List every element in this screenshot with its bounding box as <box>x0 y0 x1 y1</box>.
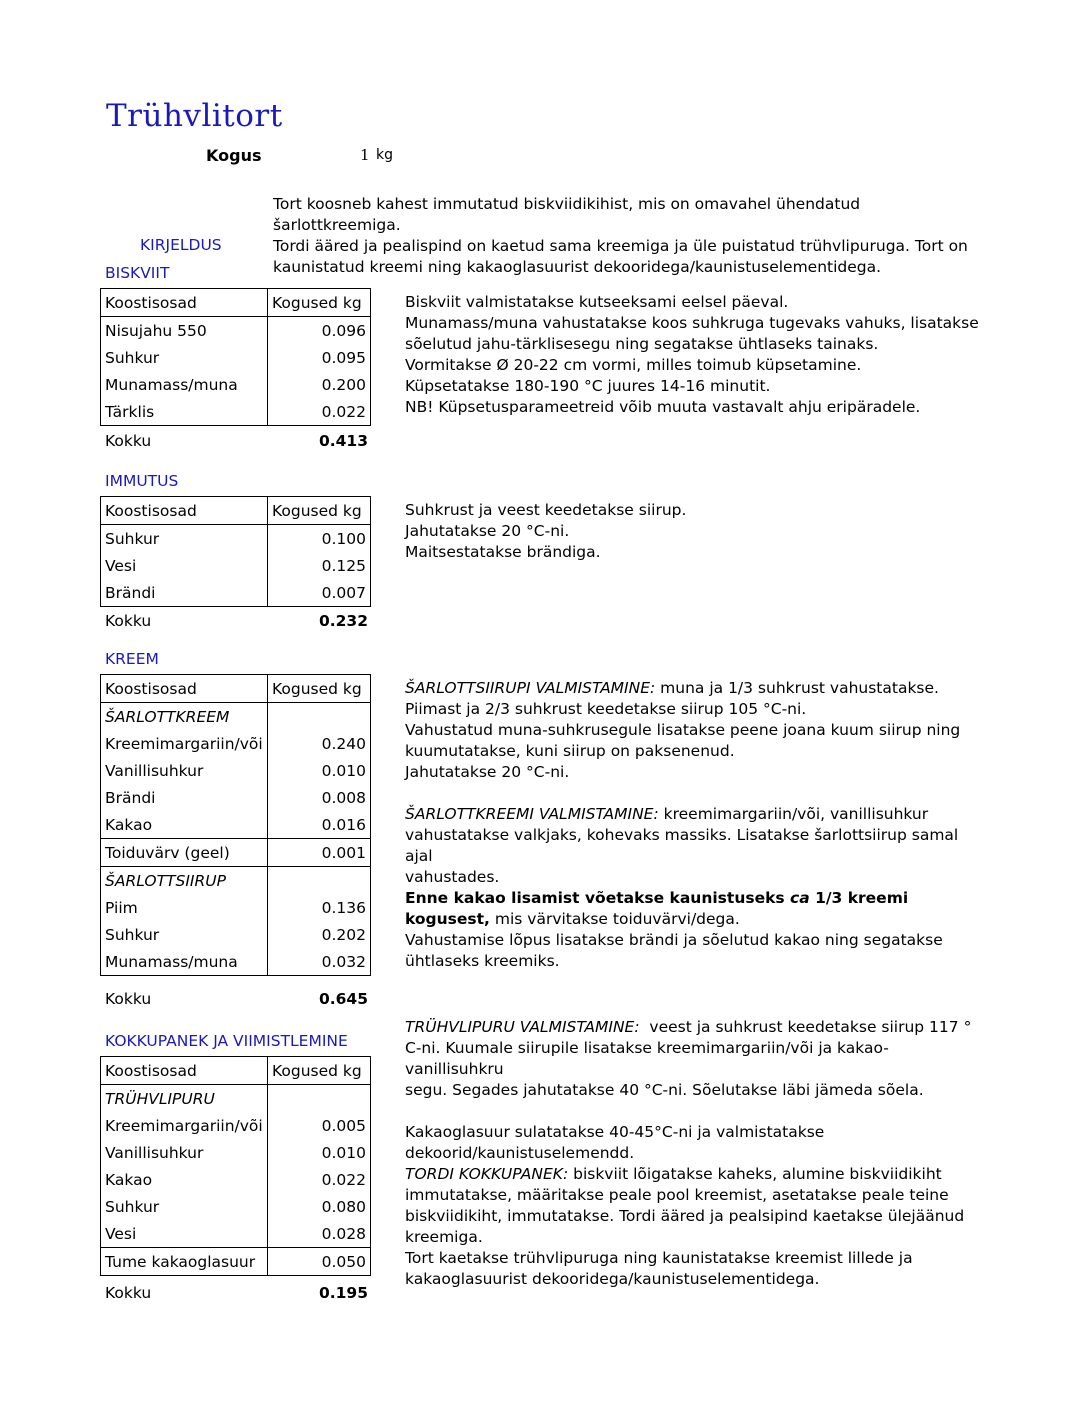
ingredient-name: Suhkur <box>101 921 268 948</box>
section-label-kreem: KREEM <box>105 650 159 668</box>
header-ingredients: Koostisosad <box>101 675 268 703</box>
total-label: Kokku <box>105 990 152 1008</box>
instruction-line: Piimast ja 2/3 suhkrust keedetakse siirup 105 °C-ni. <box>405 700 807 718</box>
header-quantity: Kogused kg <box>268 497 371 525</box>
ingredient-qty: 0.010 <box>268 1139 371 1166</box>
instructions-kreem <box>405 678 985 972</box>
instruction-line: vahustades. <box>405 868 500 886</box>
instruction-line: Biskviit valmistatakse kutseeksami eelsel päeval. <box>405 293 789 311</box>
description-line: Tort koosneb kahest immutatud biskviidikihist, mis on omavahel ühendatud šarlottkreemiga. <box>273 195 861 234</box>
instruction-line: Kakaoglasuur sulatatakse 40-45°C-ni ja valmistatakse <box>405 1123 825 1141</box>
instruction-line: Suhkrust ja veest keedetakse siirup. <box>405 501 687 519</box>
ingredient-qty: 0.080 <box>268 1193 371 1220</box>
ingredient-qty: 0.050 <box>268 1248 371 1276</box>
instruction-line: Küpsetatakse 180-190 °C juures 14-16 minutit. <box>405 377 771 395</box>
instruction-line: ühtlaseks kreemiks. <box>405 952 560 970</box>
table-row <box>101 344 371 371</box>
quantity-value: 1 <box>360 146 370 164</box>
ingredient-qty: 0.007 <box>268 579 371 607</box>
ingredient-name: Kakao <box>101 1166 268 1193</box>
total-value: 0.195 <box>318 1284 368 1302</box>
table-row <box>101 1193 371 1220</box>
ingredient-qty: 0.100 <box>268 525 371 553</box>
instruction-line: ŠARLOTTKREEMI VALMISTAMINE: kreemimargariin/või, vanillisuhkur <box>405 805 929 823</box>
ingredient-name: Suhkur <box>101 1193 268 1220</box>
table-row <box>101 839 371 867</box>
instruction-line: Jahutatakse 20 °C-ni. <box>405 522 570 540</box>
total-label: Kokku <box>105 432 152 450</box>
ingredient-name: Vesi <box>101 552 268 579</box>
ingredient-qty: 0.022 <box>268 1166 371 1193</box>
table-header-row <box>101 289 371 317</box>
quantity-unit: kg <box>376 147 393 163</box>
instruction-line: Vahustatud muna-suhkrusegule lisatakse peene joana kuum siirup ning <box>405 721 961 739</box>
total-value: 0.645 <box>318 990 368 1008</box>
ingredient-name: Tume kakaoglasuur <box>101 1248 268 1276</box>
instruction-line: dekoorid/kaunistuselemendd. <box>405 1144 635 1162</box>
ingredient-name: Kakao <box>101 811 268 839</box>
instruction-line: sõelutud jahu-tärklisesegu ning segatakse ühtlaseks tainaks. <box>405 335 879 353</box>
ingredient-qty: 0.010 <box>268 757 371 784</box>
table-header-row <box>101 1057 371 1085</box>
instruction-line: Jahutatakse 20 °C-ni. <box>405 763 570 781</box>
ingredient-qty: 0.032 <box>268 948 371 976</box>
section-label-immutus: IMMUTUS <box>105 472 179 490</box>
instruction-line: C-ni. Kuumale siirupile lisatakse kreemimargariin/või ja kakao-vanillisuhkru <box>405 1039 889 1078</box>
ingredient-qty: 0.202 <box>268 921 371 948</box>
step-heading: TRÜHVLIPURU VALMISTAMINE: <box>405 1018 640 1036</box>
ingredient-name: Kreemimargariin/või <box>101 1112 268 1139</box>
ingredient-name: Suhkur <box>101 344 268 371</box>
ingredient-name: Munamass/muna <box>101 371 268 398</box>
table-row <box>101 894 371 921</box>
instructions-biskviit <box>405 292 985 418</box>
ingredient-name: Vesi <box>101 1220 268 1248</box>
instruction-line: ŠARLOTTSIIRUPI VALMISTAMINE: muna ja 1/3 suhkrust vahustatakse. <box>405 679 939 697</box>
ingredient-table-immutus <box>100 496 371 607</box>
instruction-line: kreemiga. <box>405 1228 483 1246</box>
description-label: KIRJELDUS <box>140 236 222 254</box>
subgroup-label: TRÜHVLIPURU <box>101 1085 268 1113</box>
table-row <box>101 1220 371 1248</box>
page-title: Trühvlitort <box>106 98 283 134</box>
instruction-line: Maitsestatakse brändiga. <box>405 543 601 561</box>
instruction-line: segu. Segades jahutatakse 40 °C-ni. Sõelutakse läbi jämeda sõela. <box>405 1081 924 1099</box>
section-label-kokkupanek: KOKKUPANEK JA VIIMISTLEMINE <box>105 1032 348 1050</box>
ingredient-qty: 0.001 <box>268 839 371 867</box>
table-row <box>101 921 371 948</box>
instruction-line: biskviidikiht, immutatakse. Tordi ääred ja pealsipind kaetakse ülejäänud <box>405 1207 965 1225</box>
subgroup-row <box>101 703 371 731</box>
ingredient-name: Munamass/muna <box>101 948 268 976</box>
table-row <box>101 1139 371 1166</box>
instructions-kokkupanek <box>405 1017 985 1290</box>
ingredient-qty: 0.022 <box>268 398 371 426</box>
table-row <box>101 371 371 398</box>
ingredient-name: Brändi <box>101 784 268 811</box>
subgroup-label: ŠARLOTTKREEM <box>101 703 268 731</box>
ingredient-name: Toiduvärv (geel) <box>101 839 268 867</box>
quantity-label: Kogus <box>206 146 262 165</box>
instruction-line: Vormitakse Ø 20-22 cm vormi, milles toimub küpsetamine. <box>405 356 862 374</box>
ingredient-table-biskviit <box>100 288 371 426</box>
table-row <box>101 1166 371 1193</box>
ingredient-name: Suhkur <box>101 525 268 553</box>
step-heading: ŠARLOTTSIIRUPI VALMISTAMINE: <box>405 679 656 697</box>
ingredient-qty: 0.016 <box>268 811 371 839</box>
header-quantity: Kogused kg <box>268 1057 371 1085</box>
ingredient-qty: 0.008 <box>268 784 371 811</box>
table-row <box>101 1112 371 1139</box>
header-quantity: Kogused kg <box>268 289 371 317</box>
table-row <box>101 757 371 784</box>
ingredient-table-kokkupanek <box>100 1056 371 1276</box>
table-row <box>101 525 371 553</box>
ingredient-qty: 0.136 <box>268 894 371 921</box>
table-row <box>101 398 371 426</box>
section-label-biskviit: BISKVIIT <box>105 264 170 282</box>
instruction-line: Vahustamise lõpus lisatakse brändi ja sõelutud kakao ning segatakse <box>405 931 943 949</box>
step-heading: ŠARLOTTKREEMI VALMISTAMINE: <box>405 805 659 823</box>
instruction-line: kuumutatakse, kuni siirup on paksenenud. <box>405 742 735 760</box>
table-row <box>101 1248 371 1276</box>
table-row <box>101 317 371 345</box>
ingredient-qty: 0.096 <box>268 317 371 345</box>
ingredient-qty: 0.095 <box>268 344 371 371</box>
ingredient-name: Tärklis <box>101 398 268 426</box>
ingredient-qty: 0.240 <box>268 730 371 757</box>
ingredient-name: Piim <box>101 894 268 921</box>
ingredient-name: Brändi <box>101 579 268 607</box>
header-ingredients: Koostisosad <box>101 1057 268 1085</box>
ingredient-qty: 0.200 <box>268 371 371 398</box>
header-ingredients: Koostisosad <box>101 497 268 525</box>
total-label: Kokku <box>105 1284 152 1302</box>
instruction-line: kakaoglasuurist dekooridega/kaunistuselementidega. <box>405 1270 820 1288</box>
total-value: 0.413 <box>318 432 368 450</box>
instruction-line: TRÜHVLIPURU VALMISTAMINE: veest ja suhkrust keedetakse siirup 117 ° <box>405 1018 972 1036</box>
step-heading: TORDI KOKKUPANEK: <box>405 1165 569 1183</box>
table-row <box>101 730 371 757</box>
ingredient-name: Nisujahu 550 <box>101 317 268 345</box>
table-row <box>101 784 371 811</box>
instructions-immutus <box>405 500 985 563</box>
ingredient-name: Kreemimargariin/või <box>101 730 268 757</box>
description-text <box>273 194 983 278</box>
ingredient-qty: 0.028 <box>268 1220 371 1248</box>
ingredient-table-kreem <box>100 674 371 976</box>
table-row <box>101 948 371 976</box>
ingredient-qty: 0.005 <box>268 1112 371 1139</box>
instruction-line: vahustatakse valkjaks, kohevaks massiks. Lisatakse šarlottsiirup samal ajal <box>405 826 959 865</box>
total-label: Kokku <box>105 612 152 630</box>
description-line: Tordi ääred ja pealispind on kaetud sama kreemiga ja üle puistatud trühvlipuruga. Tort on <box>273 237 968 255</box>
instruction-line: Munamass/muna vahustatakse koos suhkruga tugevaks vahuks, lisatakse <box>405 314 979 332</box>
table-row <box>101 811 371 839</box>
description-line: kaunistatud kreemi ning kakaoglasuurist dekooridega/kaunistuselementidega. <box>273 258 882 276</box>
subgroup-row <box>101 867 371 895</box>
ingredient-qty: 0.125 <box>268 552 371 579</box>
instruction-line: Tort kaetakse trühvlipuruga ning kaunistatakse kreemist lillede ja <box>405 1249 913 1267</box>
instruction-line: Enne kakao lisamist võetakse kaunistuseks ca 1/3 kreemi <box>405 889 909 907</box>
ingredient-name: Vanillisuhkur <box>101 757 268 784</box>
header-ingredients: Koostisosad <box>101 289 268 317</box>
table-header-row <box>101 497 371 525</box>
table-row <box>101 579 371 607</box>
instruction-line: TORDI KOKKUPANEK: biskviit lõigatakse kaheks, alumine biskviidikiht <box>405 1165 942 1183</box>
table-header-row <box>101 675 371 703</box>
table-row <box>101 552 371 579</box>
instruction-line: kogusest, mis värvitakse toiduvärvi/dega. <box>405 910 740 928</box>
instruction-line: immutatakse, määritakse peale pool kreemist, asetatakse peale teine <box>405 1186 949 1204</box>
subgroup-label: ŠARLOTTSIIRUP <box>101 867 268 895</box>
header-quantity: Kogused kg <box>268 675 371 703</box>
ingredient-name: Vanillisuhkur <box>101 1139 268 1166</box>
subgroup-row <box>101 1085 371 1113</box>
total-value: 0.232 <box>318 612 368 630</box>
instruction-line: NB! Küpsetusparameetreid võib muuta vastavalt ahju eripäradele. <box>405 398 921 416</box>
